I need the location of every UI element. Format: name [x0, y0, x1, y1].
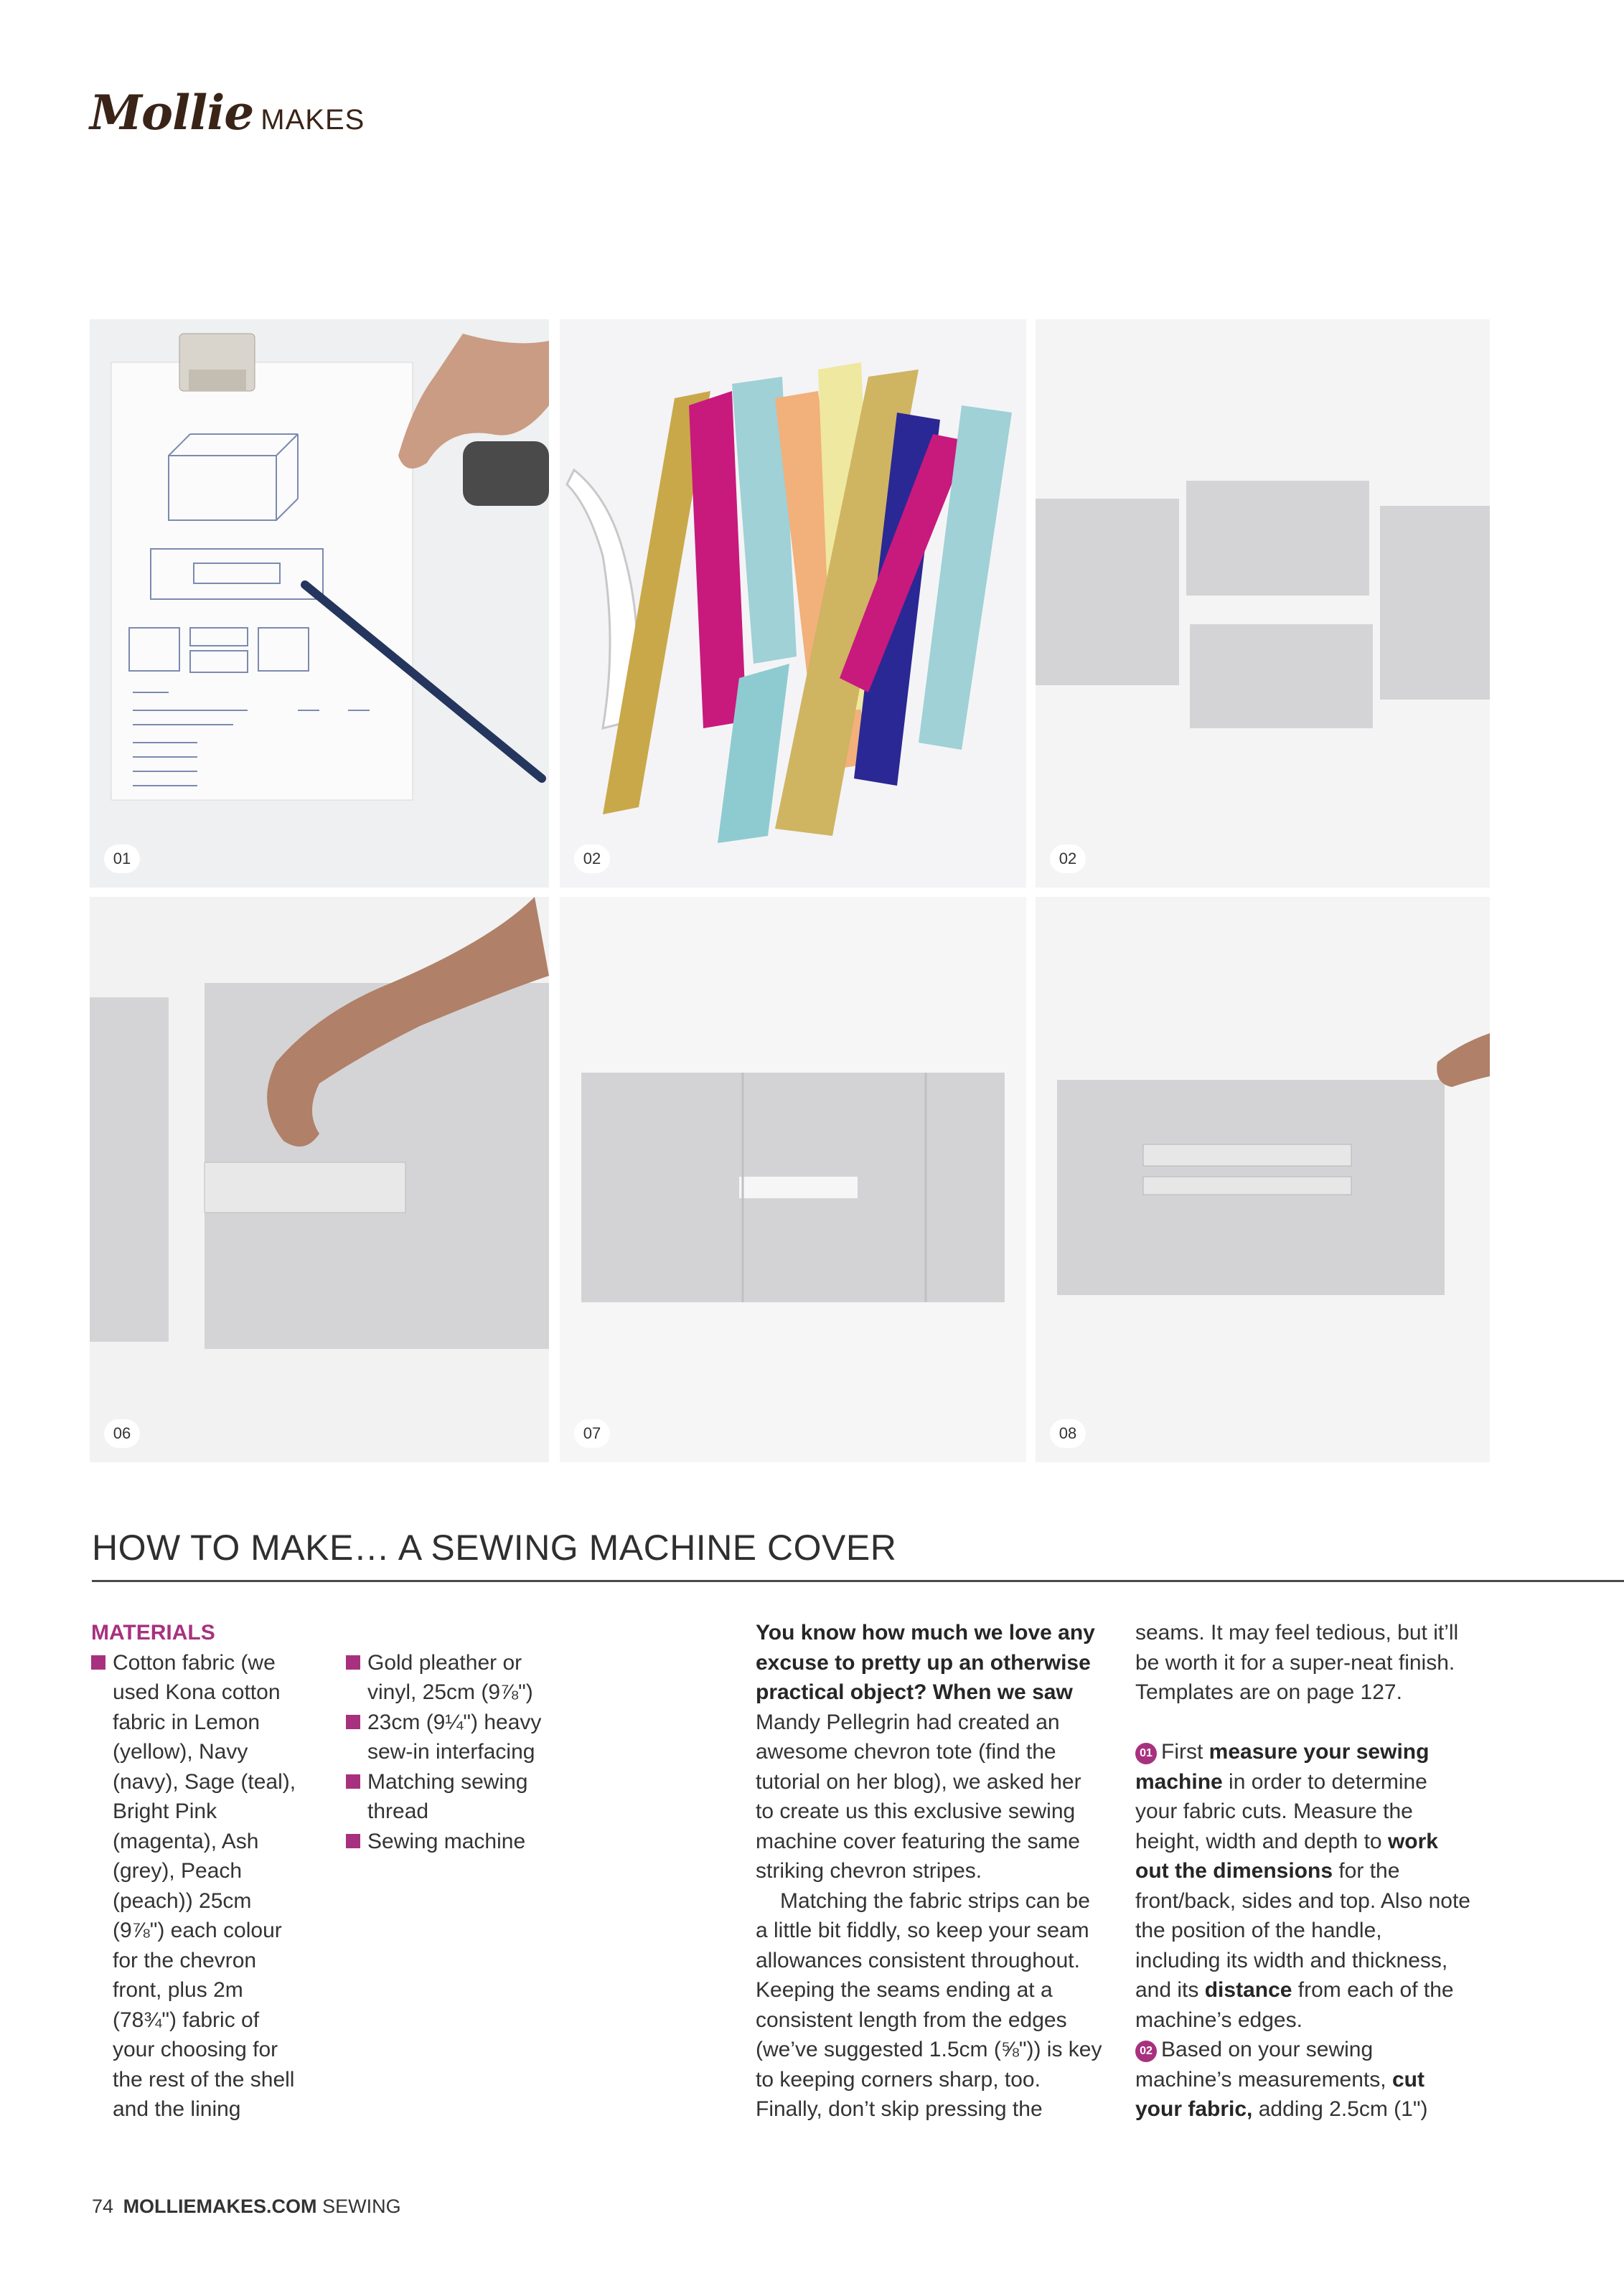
step-badge: 08: [1050, 1419, 1086, 1448]
step-2-bold: cut your fabric,: [1135, 2067, 1424, 2121]
step-1-text: in order to determine your fabric cuts. Measure the height, width and depth to: [1135, 1769, 1427, 1853]
intro-column: [756, 1618, 1104, 2125]
step-1-text: for the front/back, sides and top. Also note the position of the handle, including its width and thickness, and its: [1135, 1859, 1470, 2002]
materials-column-2: [346, 1648, 554, 1857]
step-1-text: First: [1161, 1740, 1209, 1764]
materials-item: [346, 1767, 554, 1827]
bullet-square-icon: [346, 1834, 360, 1848]
materials-item-text: Gold pleather or vinyl, 25cm (9⅞"): [367, 1650, 533, 1704]
materials-item-text: 23cm (9¼") heavy sew-in interfacing: [367, 1710, 542, 1764]
pinned-panels-image: [1036, 897, 1490, 1462]
joined-panels-image: [560, 897, 1026, 1462]
step-badge: 01: [104, 844, 140, 873]
step-badge: 06: [104, 1419, 140, 1448]
step-2: [1135, 2035, 1473, 2125]
hand-folding-image: [90, 897, 549, 1462]
photo-step-01: [90, 319, 549, 888]
step-badge: 07: [574, 1419, 610, 1448]
logo-word: MAKES: [261, 104, 365, 136]
photo-step-07: [560, 897, 1026, 1462]
materials-item: [346, 1648, 554, 1708]
step-1: [1135, 1737, 1473, 2035]
sketch-clipboard-image: [90, 319, 549, 888]
materials-item-text: Sewing machine: [367, 1829, 526, 1853]
materials-heading: MATERIALS: [91, 1621, 215, 1645]
bullet-square-icon: [346, 1655, 360, 1670]
step-badge: 02: [1050, 844, 1086, 873]
step-1-bold: measure your sewing machine: [1135, 1740, 1430, 1794]
materials-item: [346, 1708, 554, 1767]
footer-site: MOLLIEMAKES.COM: [123, 2196, 317, 2217]
page-footer: [92, 2196, 401, 2218]
footer-section: SEWING: [322, 2196, 401, 2217]
bullet-square-icon: [91, 1655, 105, 1670]
photo-step-08: [1036, 897, 1490, 1462]
materials-item-text: Cotton fabric (we used Kona cotton fabric in Lemon (yellow), Navy (navy), Sage (teal), Bright Pink (magenta), Ash (grey), Peach (peach)) 25cm (9⅞") each colour for the chevron front, plus 2m (78¾") fabric of your choosing for the rest of the shell and the lining: [113, 1650, 296, 2121]
step-number-icon: 02: [1135, 2041, 1157, 2062]
step-badge: 02: [574, 844, 610, 873]
materials-column-1: [91, 1618, 306, 2125]
steps-column: [1135, 1618, 1473, 2125]
section-title: HOW TO MAKE… A SEWING MACHINE COVER: [92, 1528, 897, 1568]
materials-item: [91, 1648, 306, 2125]
fabric-strips-image: [560, 319, 1026, 888]
intro-paragraph-2: Matching the fabric strips can be a little bit fiddly, so keep your seam allowances consistent throughout. Keeping the seams ending at a consistent length from the edges (we’ve suggested 1.5cm (⅝")) is key to keeping corners sharp, too. Finally, don’t skip pressing the: [756, 1888, 1102, 2121]
materials-item-text: Matching sewing thread: [367, 1769, 528, 1823]
photo-step-02-panels: [1036, 319, 1490, 888]
intro-lead: You know how much we love any excuse to pretty up an otherwise practical object? When we saw: [756, 1621, 1095, 1704]
step-1-bold: distance: [1204, 1978, 1292, 2002]
materials-item: [346, 1827, 554, 1857]
logo-script: Mollie: [90, 85, 254, 141]
step-1-bold: work out the dimensions: [1135, 1829, 1438, 1883]
bullet-square-icon: [346, 1774, 360, 1789]
grey-panels-image: [1036, 319, 1490, 888]
page-number: 74: [92, 2196, 114, 2217]
step-2-text: adding 2.5cm (1"): [1252, 2097, 1428, 2121]
step-number-icon: 01: [1135, 1743, 1157, 1764]
photo-step-06: [90, 897, 549, 1462]
section-divider: [92, 1580, 1624, 1582]
photo-step-02-strips: [560, 319, 1026, 888]
continued-paragraph: seams. It may feel tedious, but it’ll be worth it for a super-neat finish. Templates are on page 127.: [1135, 1621, 1459, 1704]
intro-paragraph-1-rest: Mandy Pellegrin had created an awesome chevron tote (find the tutorial on her blog), we asked her to create us this exclusive sewing machine cover featuring the same striking chevron stripes.: [756, 1710, 1081, 1883]
masthead-logo: [90, 85, 365, 141]
bullet-square-icon: [346, 1715, 360, 1729]
step-2-text: Based on your sewing machine’s measurements,: [1135, 2038, 1392, 2092]
intro-paragraph-1: [756, 1618, 1104, 1886]
step-1-text: from each of the machine’s edges.: [1135, 1978, 1454, 2032]
